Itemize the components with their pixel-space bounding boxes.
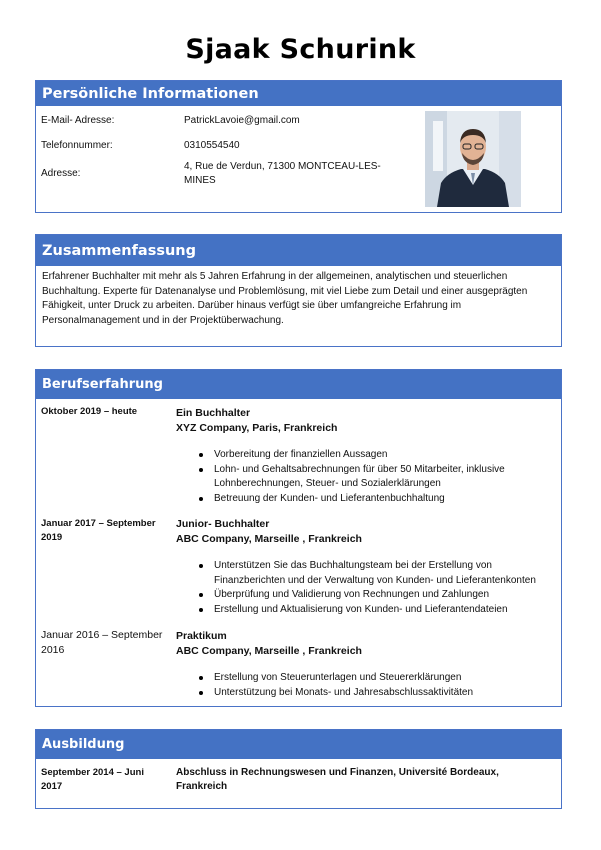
list-item: Erstellung und Aktualisierung von Kunden- und Lieferantendateien (196, 603, 546, 618)
summary-section (35, 234, 562, 347)
job-bullets (196, 448, 546, 506)
list-item: Lohn- und Gehaltsabrechnungen für über 50 Mitarbeiter, inklusive Lohnberechnungen, Steuer- und Sozialerklärungen (196, 463, 546, 492)
email-value: PatrickLavoie@gmail.com (184, 115, 300, 126)
list-item: Betreuung der Kunden- und Lieferantenbuchhaltung (196, 492, 546, 507)
job-role: Ein Buchhalter (176, 407, 251, 419)
phone-value: 0310554540 (184, 140, 240, 151)
list-item: Unterstützung bei Monats- und Jahresabschlussaktivitäten (196, 686, 546, 701)
job-bullets (196, 559, 546, 617)
profile-photo (425, 111, 521, 207)
job-company: ABC Company, Marseille , Frankreich (176, 645, 362, 657)
address-value: 4, Rue de Verdun, 71300 MONTCEAU-LES-MINES (184, 161, 381, 186)
education-degree: Abschluss in Rechnungswesen und Finanzen, Université Bordeaux, Frankreich (176, 767, 499, 792)
list-item: Erstellung von Steuerunterlagen und Steuererklärungen (196, 671, 546, 686)
job-role: Praktikum (176, 630, 227, 642)
list-item: Vorbereitung der finanziellen Aussagen (196, 448, 546, 463)
job-bullets (196, 671, 546, 700)
job-company: XYZ Company, Paris, Frankreich (176, 422, 338, 434)
summary-heading: Zusammenfassung (36, 235, 561, 266)
education-heading: Ausbildung (36, 730, 561, 759)
job-date: Oktober 2019 – heute (41, 406, 138, 417)
job-company: ABC Company, Marseille , Frankreich (176, 533, 362, 545)
list-item: Überprüfung und Validierung von Rechnungen und Zahlungen (196, 588, 546, 603)
email-label: E-Mail- Adresse: (41, 115, 115, 126)
experience-section (35, 369, 562, 707)
list-item: Unterstützen Sie das Buchhaltungsteam bei der Erstellung von Finanzberichten und der Verwaltung von Kunden- und Lieferantenkonten (196, 559, 546, 588)
education-section (35, 729, 562, 809)
job-role: Junior- Buchhalter (176, 518, 270, 530)
experience-heading: Berufserfahrung (36, 370, 561, 399)
page-title: Sjaak Schurink (185, 34, 416, 65)
phone-label: Telefonnummer: (41, 140, 113, 151)
personal-info-heading: Persönliche Informationen (36, 81, 561, 106)
summary-text: Erfahrener Buchhalter mit mehr als 5 Jahren Erfahrung in der allgemeinen, analytischen und steuerlichen Buchhaltung. Experte für Datenanalyse und Problemlösung, mit viel Liebe zum Detail und einer ausgeprägten Fähigkeit, unter Druck zu arbeiten. Darüber hinaus verfügt sie über umfangreiche Erfahrung im Personalmanagement und in der Projektüberwachung. (42, 271, 528, 326)
job-date: Januar 2016 – September 2016 (41, 629, 163, 656)
job-date: Januar 2017 – September 2019 (41, 518, 156, 543)
portrait-image (425, 111, 521, 207)
personal-info-section (35, 80, 562, 213)
address-label: Adresse: (41, 168, 81, 179)
education-date: September 2014 – Juni 2017 (41, 767, 144, 792)
